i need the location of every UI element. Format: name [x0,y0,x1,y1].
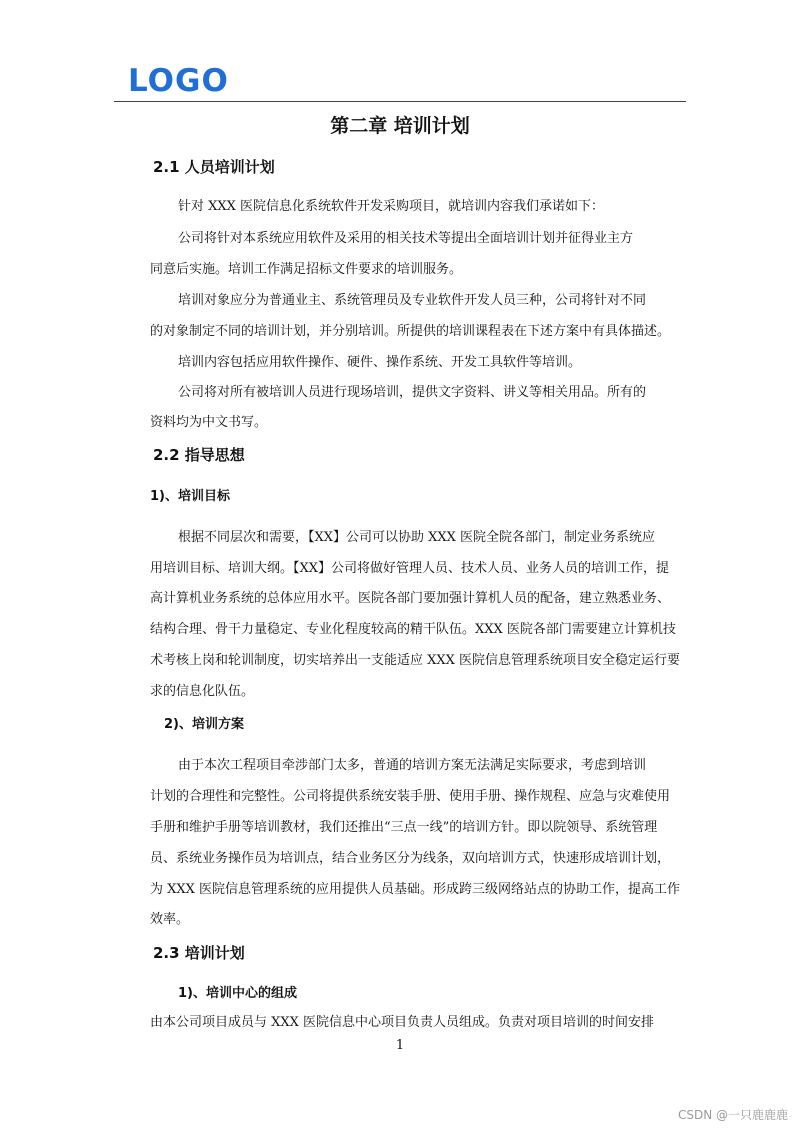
page-number: 1 [395,1038,405,1053]
paragraph-line: 由本公司项目成员与 XXX 医院信息中心项目负责人员组成。负责对项目培训的时间安排 [150,1015,655,1030]
section-heading-2-3: 2.3 培训计划 [153,944,245,962]
watermark: CSDN @一只鹿鹿鹿 [677,1108,788,1122]
paragraph-line: 培训内容包括应用软件操作、硬件、操作系统、开发工具软件等培训。 [178,355,582,370]
paragraph-line: 针对 XXX 医院信息化系统软件开发采购项目，就培训内容我们承诺如下： [178,199,605,214]
paragraph-line: 由于本次工程项目牵涉部门太多，普通的培训方案无法满足实际要求，考虑到培训 [178,758,647,773]
paragraph-line: 公司将对所有被培训人员进行现场培训，提供文字资料、讲义等相关用品。所有的 [178,385,647,400]
paragraph-line: 手册和维护手册等培训教材，我们还推出“三点一线”的培训方针。即以院领导、系统管理 [150,820,658,835]
paragraph-line: 的对象制定不同的培训计划，并分别培训。所提供的培训课程表在下述方案中有具体描述。 [150,324,671,339]
paragraph-line: 术考核上岗和轮训制度，切实培养出一支能适应 XXX 医院信息管理系统项目安全稳定运行要 [150,653,681,668]
subsection-heading-training-goal: 1)、培训目标 [150,489,230,504]
section-heading-2-1: 2.1 人员培训计划 [153,158,275,176]
chapter-title: 第二章 培训计划 [330,115,470,137]
subsection-heading-training-center: 1)、培训中心的组成 [178,986,297,1001]
subsection-heading-training-plan: 2)、培训方案 [164,717,244,732]
paragraph-line: 资料均为中文书写。 [150,415,268,430]
paragraph-line: 为 XXX 医院信息管理系统的应用提供人员基础。形成跨三级网络站点的协助工作，提高工作 [150,882,681,897]
paragraph-line: 公司将针对本系统应用软件及采用的相关技术等提出全面培训计划并征得业主方 [178,231,634,246]
section-heading-2-2: 2.2 指导思想 [153,446,245,464]
paragraph-line: 高计算机业务系统的总体应用水平。医院各部门要加强计算机人员的配备，建立熟悉业务、 [150,591,671,606]
paragraph-line: 计划的合理性和完整性。公司将提供系统安装手册、使用手册、操作规程、应急与灾难使用 [150,789,671,804]
paragraph-line: 根据不同层次和需要，【XX】公司可以协助 XXX 医院全院各部门，制定业务系统应 [178,530,656,545]
paragraph-line: 同意后实施。培训工作满足招标文件要求的培训服务。 [150,262,463,277]
paragraph-line: 培训对象应分为普通业主、系统管理员及专业软件开发人员三种，公司将针对不同 [178,293,647,308]
paragraph-line: 结构合理、骨干力量稳定、专业化程度较高的精干队伍。XXX 医院各部门需要建立计算机技 [150,622,676,637]
header-divider [114,101,686,102]
paragraph-line: 员、系统业务操作员为培训点，结合业务区分为线条，双向培训方式，快速形成培训计划， [150,851,671,866]
paragraph-line: 效率。 [150,912,190,927]
paragraph-line: 求的信息化队伍。 [150,684,255,699]
logo: LOGO [128,63,229,99]
paragraph-line: 用培训目标、培训大纲。【XX】公司将做好管理人员、技术人员、业务人员的培训工作，提 [150,561,670,576]
